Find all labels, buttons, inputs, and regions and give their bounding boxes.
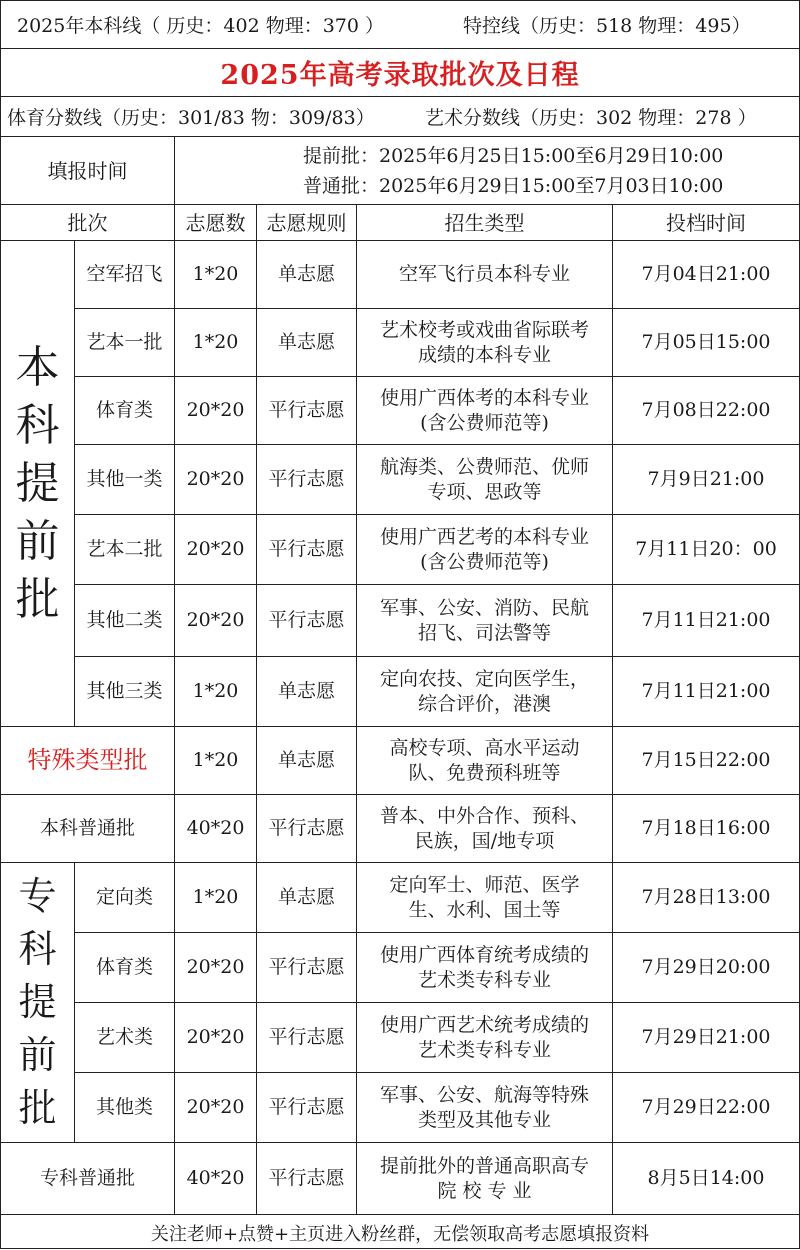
score-line-row xyxy=(1,1,799,49)
group-special: 特殊类型批 xyxy=(1,727,175,795)
quota-cell: 20*20 xyxy=(175,585,257,657)
batch-name-cell: 艺本二批 xyxy=(75,515,175,585)
batch-name-cell: 定向类 xyxy=(75,863,175,933)
quota-cell: 1*20 xyxy=(175,863,257,933)
batch-name-cell: 艺本一批 xyxy=(75,309,175,377)
rule-cell: 平行志愿 xyxy=(257,1003,357,1073)
rule-cell: 平行志愿 xyxy=(257,1073,357,1143)
quota-cell: 40*20 xyxy=(175,1143,257,1215)
page-title: 2025年高考录取批次及日程 xyxy=(220,60,580,91)
submission-time-cell: 7月08日22:00 xyxy=(613,377,799,445)
quota-cell: 20*20 xyxy=(175,377,257,445)
rule-cell: 单志愿 xyxy=(257,727,357,795)
fill-time-label: 填报时间 xyxy=(1,137,175,205)
col-header-rule: 志愿规则 xyxy=(257,205,357,241)
col-header-type: 招生类型 xyxy=(357,205,613,241)
quota-cell: 20*20 xyxy=(175,1073,257,1143)
submission-time-cell: 7月9日21:00 xyxy=(613,445,799,515)
admission-type-cell: 使用广西艺术统考成绩的艺术类专科专业 xyxy=(357,1003,613,1073)
footer-text: 关注老师+点赞+主页进入粉丝群，无偿领取高考志愿填报资料 xyxy=(150,1223,650,1245)
group-char: 科 xyxy=(15,399,60,451)
sport-line-text: 体育分数线（历史：301/83 物：309/83） xyxy=(7,107,375,129)
group-junior-regular: 专科普通批 xyxy=(1,1143,175,1215)
quota-cell: 1*20 xyxy=(175,727,257,795)
batch-name-cell: 其他一类 xyxy=(75,445,175,515)
quota-cell: 1*20 xyxy=(175,657,257,727)
rule-cell: 单志愿 xyxy=(257,863,357,933)
early-batch-time: 提前批：2025年6月25日15:00至6月29日10:00 xyxy=(303,144,724,167)
admission-type-cell: 艺术校考或戏曲省际联考成绩的本科专业 xyxy=(357,309,613,377)
batch-name-cell: 其他二类 xyxy=(75,585,175,657)
submission-time-cell: 8月5日14:00 xyxy=(613,1143,799,1215)
rule-cell: 平行志愿 xyxy=(257,795,357,863)
rule-cell: 平行志愿 xyxy=(257,377,357,445)
footer-row xyxy=(1,1215,799,1250)
admission-type-cell: 军事、公安、消防、民航招飞、司法警等 xyxy=(357,585,613,657)
quota-cell: 1*20 xyxy=(175,241,257,309)
submission-time-cell: 7月04日21:00 xyxy=(613,241,799,309)
submission-time-cell: 7月11日20：00 xyxy=(613,515,799,585)
submission-time-cell: 7月15日22:00 xyxy=(613,727,799,795)
batch-name-cell: 其他三类 xyxy=(75,657,175,727)
group-junior-early xyxy=(1,863,75,1143)
rule-cell: 单志愿 xyxy=(257,241,357,309)
group-char: 批 xyxy=(15,573,60,625)
batch-name-cell: 艺术类 xyxy=(75,1003,175,1073)
group-char: 前 xyxy=(15,515,60,567)
col-header-count: 志愿数 xyxy=(175,205,257,241)
quota-cell: 20*20 xyxy=(175,445,257,515)
sport-art-line-row xyxy=(1,97,799,137)
undergrad-line-text: 2025年本科线（ 历史：402 物理：370 ） xyxy=(17,15,385,37)
group-char: 本 xyxy=(15,341,60,393)
regular-batch-time: 普通批：2025年6月29日15:00至7月03日10:00 xyxy=(303,174,724,197)
art-line-text: 艺术分数线（历史：302 物理：278 ） xyxy=(425,107,757,129)
rule-cell: 平行志愿 xyxy=(257,585,357,657)
group-undergrad-regular: 本科普通批 xyxy=(1,795,175,863)
group-char: 专 xyxy=(18,874,57,918)
admission-type-cell: 航海类、公费师范、优师专项、思政等 xyxy=(357,445,613,515)
rule-cell: 平行志愿 xyxy=(257,445,357,515)
group-char: 批 xyxy=(18,1086,57,1130)
admission-type-cell: 定向军士、师范、医学生、水利、国土等 xyxy=(357,863,613,933)
submission-time-cell: 7月28日13:00 xyxy=(613,863,799,933)
title-row xyxy=(1,49,799,97)
batch-name-cell: 体育类 xyxy=(75,933,175,1003)
group-char: 提 xyxy=(18,980,57,1024)
submission-time-cell: 7月18日16:00 xyxy=(613,795,799,863)
submission-time-cell: 7月29日21:00 xyxy=(613,1003,799,1073)
admission-type-cell: 使用广西体考的本科专业(含公费师范等) xyxy=(357,377,613,445)
rule-cell: 平行志愿 xyxy=(257,515,357,585)
group-char: 前 xyxy=(18,1033,57,1077)
admission-type-cell: 定向农技、定向医学生，综合评价，港澳 xyxy=(357,657,613,727)
admission-type-cell: 军事、公安、航海等特殊类型及其他专业 xyxy=(357,1073,613,1143)
rule-cell: 平行志愿 xyxy=(257,933,357,1003)
submission-time-cell: 7月05日15:00 xyxy=(613,309,799,377)
admission-type-cell: 使用广西体育统考成绩的艺术类专科专业 xyxy=(357,933,613,1003)
group-undergrad-early xyxy=(1,241,75,727)
col-header-time: 投档时间 xyxy=(613,205,799,241)
rule-cell: 单志愿 xyxy=(257,657,357,727)
admission-type-cell: 空军飞行员本科专业 xyxy=(357,241,613,309)
admission-type-cell: 使用广西艺考的本科专业(含公费师范等) xyxy=(357,515,613,585)
rule-cell: 平行志愿 xyxy=(257,1143,357,1215)
quota-cell: 20*20 xyxy=(175,1003,257,1073)
quota-cell: 40*20 xyxy=(175,795,257,863)
admission-type-cell: 普本、中外合作、预科、民族，国/地专项 xyxy=(357,795,613,863)
group-char: 提 xyxy=(15,457,60,509)
rule-cell: 单志愿 xyxy=(257,309,357,377)
batch-name-cell: 体育类 xyxy=(75,377,175,445)
quota-cell: 20*20 xyxy=(175,933,257,1003)
quota-cell: 1*20 xyxy=(175,309,257,377)
admission-type-cell: 高校专项、高水平运动队、免费预科班等 xyxy=(357,727,613,795)
group-char: 科 xyxy=(18,927,57,971)
batch-name-cell: 其他类 xyxy=(75,1073,175,1143)
key-line-text: 特控线（历史：518 物理：495） xyxy=(463,15,751,37)
col-header-batch: 批次 xyxy=(1,205,175,241)
submission-time-cell: 7月29日22:00 xyxy=(613,1073,799,1143)
submission-time-cell: 7月11日21:00 xyxy=(613,585,799,657)
admission-type-cell: 提前批外的普通高职高专 院 校 专 业 xyxy=(357,1143,613,1215)
quota-cell: 20*20 xyxy=(175,515,257,585)
submission-time-cell: 7月29日20:00 xyxy=(613,933,799,1003)
batch-name-cell: 空军招飞 xyxy=(75,241,175,309)
fill-time-values xyxy=(175,137,799,205)
submission-time-cell: 7月11日21:00 xyxy=(613,657,799,727)
